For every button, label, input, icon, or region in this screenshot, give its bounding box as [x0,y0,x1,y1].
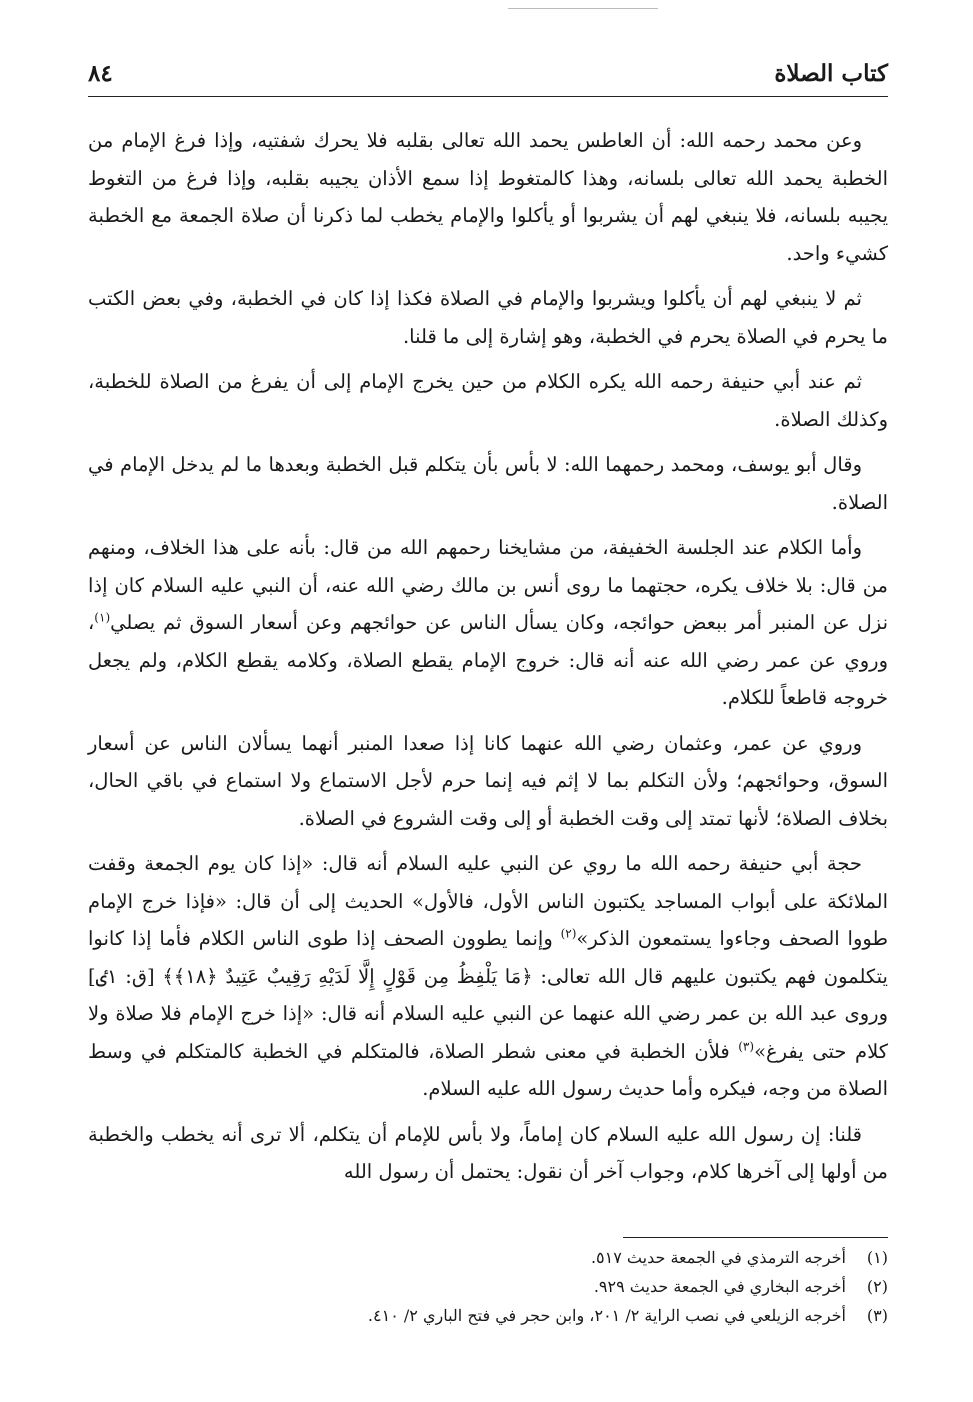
footnote-reference[interactable]: (٣) [738,1039,755,1053]
footnote-separator [623,1237,888,1238]
book-page [88,0,888,1402]
running-header [88,58,888,97]
footnote-number: (٣) [866,1306,888,1325]
main-text [88,122,888,1199]
paragraph: ثم عند أبي حنيفة رحمه الله يكره الكلام من حين يخرج الإمام إلى أن يفرغ من الصلاة للخطبة، وكذلك الصلاة. [88,370,888,431]
footnote-reference[interactable]: (٢) [560,926,577,941]
footnote-item [88,1301,888,1330]
footnote-item [88,1272,888,1301]
paragraph: قلنا: إن رسول الله عليه السلام كان إماماً، ولا بأس للإمام أن يتكلم، ألا ترى أنه يخطب والخطبة من أولها إلى آخرها كلام، وجواب آخر أن نقول: يحتمل أن رسول الله [88,1122,888,1183]
footnote-item [88,1243,888,1272]
paragraph: وأما الكلام عند الجلسة الخفيفة، من مشايخنا رحمهم الله من قال: بأنه على هذا الخلاف، ومنهم من قال: بلا خلاف يكره، حجتهما ما روى أنس بن مالك رضي الله عنه، أن النبي عليه السلام كان إذا نزل عن المنبر أمر ببعض حوائجه، وكان يسأل الناس عن حوائجهم وعن أسعار السوق ثم يصلي$^{(١)}$، وروي عن عمر رضي الله عنه أنه قال: خروج الإمام يقطع الصلاة، وكلامه يقطع الكلام، ولم يجعل خروجه قاطعاً للكلام. [88,536,888,709]
footnote-text: أخرجه الزيلعي في نصب الراية ٢/ ٢٠١، وابن حجر في فتح الباري ٢/ ٤١٠. [367,1306,846,1325]
paragraph: وعن محمد رحمه الله: أن العاطس يحمد الله تعالى بقلبه فلا يحرك شفتيه، وإذا فرغ الإمام من الخطبة يحمد الله تعالى بلسانه، وهذا كالمتغوط إذا سمع الأذان يجيبه بقلبه، وإذا فرغ من التغوط يجيبه بلسانه، فلا ينبغي لهم أن يشربوا أو يأكلوا والإمام يخطب لما ذكرنا أن صلاة الجمعة مع الخطبة كشيء واحد. [88,129,888,265]
footnote-text: أخرجه البخاري في الجمعة حديث ٩٢٩. [593,1277,846,1296]
running-title: كتاب الصلاة [774,60,888,87]
footnote-reference[interactable]: (١) [94,610,111,625]
paragraph: ثم لا ينبغي لهم أن يأكلوا ويشربوا والإمام في الصلاة فكذا إذا كان في الخطبة، وفي بعض الكتب ما يحرم في الصلاة يحرم في الخطبة، وهو إشارة إلى ما قلنا. [88,287,888,348]
footnotes [88,1243,888,1330]
footnote-text: أخرجه الترمذي في الجمعة حديث ٥١٧. [590,1248,846,1267]
top-scan-line [508,8,658,9]
paragraph: وروي عن عمر، وعثمان رضي الله عنهما كانا إذا صعدا المنبر أنهما يسألان الناس عن أسعار السوق، وحوائجهم؛ ولأن التكلم بما لا إثم فيه إنما حرم لأجل الاستماع ولا استماع في باقي الحال، بخلاف الصلاة؛ لأنها تمتد إلى وقت الخطبة أو إلى وقت الشروع في الصلاة. [88,731,888,830]
paragraph: وقال أبو يوسف، ومحمد رحمهما الله: لا بأس بأن يتكلم قبل الخطبة وبعدها ما لم يدخل الإمام في الصلاة. [88,453,888,514]
footnote-number: (١) [866,1248,888,1267]
paragraph: حجة أبي حنيفة رحمه الله ما روي عن النبي عليه السلام أنه قال: «إذا كان يوم الجمعة وقفت الملائكة على أبواب المساجد يكتبون الناس الأول، فالأول» الحديث إلى أن قال: «فإذا خرج الإمام طووا الصحف وجاءوا يستمعون الذكر»$^{(٢)}$ وإنما يطوون الصحف إذا طوى الناس الكلام فأما إذا كانوا يتكلمون فهم يكتبون عليهم قال الله تعالى: ﴿مَا يَلْفِظُ مِن قَوْلٍ إِلَّا لَدَيْهِ رَقِيبٌ عَتِيدٌ ﴿١٨﴾﴾ [ق: ١ٸ] وروى عبد الله بن عمر رضي الله عنهما عن النبي عليه السلام أنه قال: «إذا خرج الإمام فلا صلاة ولا كلام حتى يفرغ»$^{(٣)}$ فلأن الخطبة في معنى شطر الصلاة، فالمتكلم في الخطبة كالمتكلم في وسط الصلاة من وجه، فيكره وأما حديث رسول الله عليه السلام. [88,852,888,1100]
footnote-number: (٢) [866,1277,888,1296]
page-number: ٨٤ [88,60,113,87]
